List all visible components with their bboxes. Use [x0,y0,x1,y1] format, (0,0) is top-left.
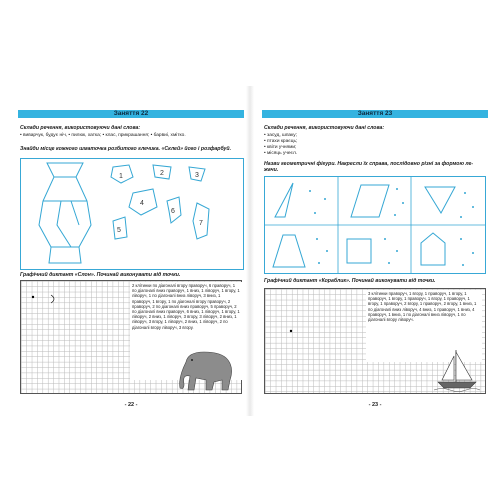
piece-label: 1 [119,173,123,180]
piece-label: 6 [171,208,175,215]
word-item: • квіти учнями; [264,145,297,150]
lesson-title: Заняття 22 [113,110,149,117]
left-page [18,92,244,410]
task-vase: Знайди місце кожного шматочка розбитого глечика. «Склей» його і розфарбуй. [20,146,232,152]
piece-label: 3 [195,172,199,179]
right-page [262,92,488,410]
lesson-title-bar [18,110,244,118]
shapes-grid [264,176,486,274]
dictation-instructions: 2 клітинки по діагоналі вгору праворуч, 6 праворуч, 1 по діагоналі вниз праворуч, 1 вниз, 1 ліворуч, 1 вгору, 1 ліворуч, 1 по діагоналі вниз ліворуч, 3 вниз, 1 праворуч, 1 вгору, 1 по діагоналі вгору праворуч, 2 праворуч, 2 по діагоналі вниз праворуч, 5 праворуч, 2 по діагоналі вниз праворуч, 6 вниз, 1 ліворуч, 1 вгору, 1 ліворуч, 2 вниз, 1 ліворуч, 3 вгору, 3 ліворуч, 2 вниз, 1 ліворуч, 3 вгору, 1 ліворуч, 2 вниз, 1 ліворуч, 2 по діагоналі вгору ліворуч, 3 вгору. [130,282,242,380]
piece-label: 5 [117,227,121,234]
dictation-instructions: 3 клітинки праворуч, 1 вгору, 1 праворуч, 1 вгору, 1 праворуч, 1 вгору, 1 праворуч, 1 вгору, 1 праворуч, 1 вгору, 1 праворуч, 2 вгору, 1 праворуч, 2 вгору, 1 вниз, 1 по діагоналі вниз ліворуч, 4 вниз, 1 праворуч, 1 вниз, 4 праворуч, 1 вниз, 1 по діагоналі вниз ліворуч, 1 по діагоналі вгору ліворуч. [366,290,482,362]
vase-puzzle-box [20,158,244,270]
page-number: - 23 - [368,402,382,408]
word-item: • засуд, шпаку; [264,133,297,138]
page-number: - 22 - [124,402,138,408]
shapes-drawing [265,177,485,273]
piece-label: 4 [140,200,144,207]
elephant-illustration [178,348,240,392]
word-list: • виварчук, будує ніч, • пилюк, хатка; • клас, прикрашання; • барвиі, хмітко. [20,133,186,138]
task-shapes: Назви геометричні фігури. Накресли їх справа, послідовно різні за формою ле-жачи. [264,161,474,174]
task-sentences: Склади речення, використовуючи дані слова: [20,125,141,131]
vase-puzzle-drawing [21,159,243,269]
dictation-title: Графічний диктант «Кораблик». Починай виконувати від точки. [264,278,436,284]
word-item: • місяць учеєл. [264,151,298,156]
lesson-title-bar [262,110,488,118]
piece-label: 7 [199,220,203,227]
book-gutter [246,86,254,416]
sailboat-illustration [432,348,482,392]
word-item: • птахи краєць; [264,139,298,144]
dictation-title: Графічний диктант «Слон». Починай виконувати від точки. [20,272,181,278]
task-sentences: Склади речення, використовуючи дані слова: [264,125,385,131]
lesson-title: Заняття 23 [357,110,393,117]
piece-label: 2 [160,170,164,177]
